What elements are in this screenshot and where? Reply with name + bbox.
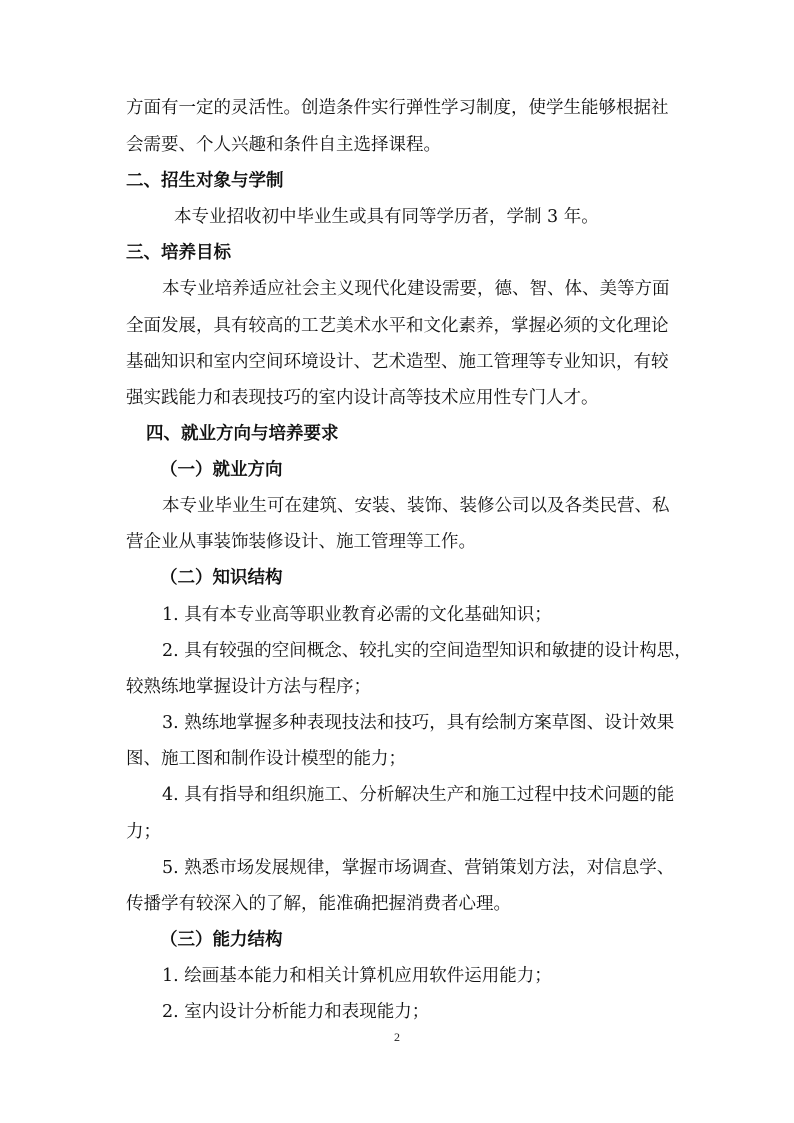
list-item: 2. 具有较强的空间概念、较扎实的空间造型知识和敏捷的设计构思， [162, 641, 692, 661]
paragraph-line: 全面发展，具有较高的工艺美术水平和文化素养，掌握必须的文化理论 [126, 316, 669, 336]
list-item: 5. 熟悉市场发展规律，掌握市场调查、营销策划方法，对信息学、 [162, 858, 675, 878]
paragraph-line: 强实践能力和表现技巧的室内设计高等技术应用性专门人才。 [126, 388, 599, 408]
paragraph-line: 本专业招收初中毕业生或具有同等学历者，学制 3 年。 [174, 207, 599, 227]
subsection-heading: （二）知识结构 [160, 568, 283, 588]
section-heading: 三、培养目标 [126, 243, 231, 263]
page-number: 2 [394, 1030, 400, 1044]
list-item: 1. 绘画基本能力和相关计算机应用软件运用能力； [162, 966, 552, 986]
section-heading: 四、就业方向与培养要求 [146, 424, 339, 444]
list-item: 4. 具有指导和组织施工、分析解决生产和施工过程中技术问题的能 [162, 785, 675, 805]
list-item-continuation: 传播学有较深入的了解，能准确把握消费者心理。 [126, 894, 511, 914]
paragraph-line: 营企业从事装饰装修设计、施工管理等工作。 [126, 532, 476, 552]
list-item-continuation: 较熟练地掌握设计方法与程序； [126, 677, 371, 697]
list-item: 3. 熟练地掌握多种表现技法和技巧，具有绘制方案草图、设计效果 [162, 713, 675, 733]
paragraph-line: 会需要、个人兴趣和条件自主选择课程。 [126, 135, 441, 155]
paragraph-line: 本专业毕业生可在建筑、安装、装饰、装修公司以及各类民营、私 [162, 496, 670, 516]
paragraph-line: 方面有一定的灵活性。创造条件实行弹性学习制度，使学生能够根据社 [126, 98, 669, 118]
section-heading: 二、招生对象与学制 [126, 171, 284, 191]
subsection-heading: （一）就业方向 [160, 460, 283, 480]
list-item-continuation: 图、施工图和制作设计模型的能力； [126, 749, 406, 769]
paragraph-line: 基础知识和室内空间环境设计、艺术造型、施工管理等专业知识，有较 [126, 352, 669, 372]
list-item: 2. 室内设计分析能力和表现能力； [162, 1002, 430, 1022]
list-item: 1. 具有本专业高等职业教育必需的文化基础知识； [162, 605, 552, 625]
paragraph-line: 本专业培养适应社会主义现代化建设需要，德、智、体、美等方面 [162, 279, 670, 299]
list-item-continuation: 力； [126, 822, 161, 842]
subsection-heading: （三）能力结构 [160, 930, 283, 950]
